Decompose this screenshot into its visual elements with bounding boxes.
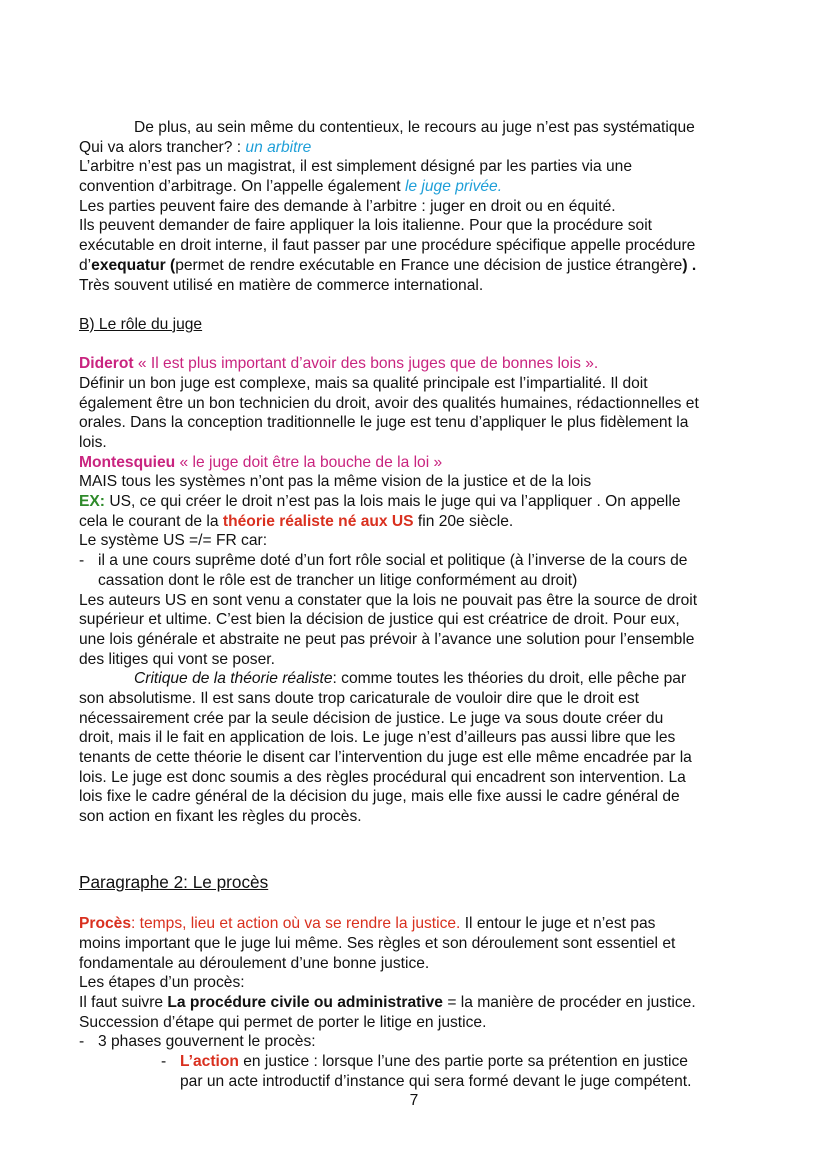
highlight-term: théorie réaliste né aux US <box>222 512 414 530</box>
definition-term: Procès <box>79 915 132 933</box>
list-item <box>79 1032 759 1052</box>
list-bullet: - <box>79 552 85 570</box>
text-span: Les parties peuvent faire des demande à l’arbitre : juger en droit ou en équité. <box>79 197 616 215</box>
highlight-term: le juge privée. <box>404 178 503 196</box>
text-span: ) . <box>682 256 697 274</box>
text-line <box>79 531 759 551</box>
text-line <box>79 954 759 974</box>
text-span: tenants de cette théorie le disent car l’intervention du juge est elle même encadrée par la <box>79 749 692 766</box>
list-item <box>79 551 759 571</box>
text-span: lois. Le juge est donc soumis a des règles procédural qui encadrent son intervention. La <box>79 768 686 786</box>
text-span: supérieur et ultime. C’est bien la décision de justice qui est créatrice de droit. Pour eux, <box>79 611 680 629</box>
text-line <box>79 276 759 296</box>
text-span: Définir un bon juge est complexe, mais sa qualité principale est l’impartialité. Il doit <box>79 374 648 392</box>
text-line <box>79 197 759 217</box>
quote-text: « Il est plus important d’avoir des bons juges que de bonnes lois ». <box>133 355 599 373</box>
text-span: Qui va alors trancher? : <box>79 138 246 156</box>
text-span: convention d’arbitrage. On l’appelle également <box>79 178 405 196</box>
text-line <box>79 973 759 993</box>
text-span: nécessairement crée par la seule décision de justice. Le juge va sous doute créer du <box>79 709 664 727</box>
highlight-term: un arbitre <box>245 138 312 156</box>
text-line <box>79 914 759 934</box>
text-line <box>79 650 759 670</box>
highlight-term: L’action <box>180 1052 239 1070</box>
list-item-continuation <box>79 571 759 591</box>
text-span: une lois générale et abstraite ne peut pas prévoir à l’avance une solution pour l’ensemble <box>79 630 695 648</box>
bold-term: La procédure civile ou administrative <box>167 993 443 1011</box>
text-line <box>79 1013 759 1033</box>
text-line <box>79 236 759 256</box>
text-span: US, ce qui créer le droit n’est pas la lois mais le juge qui va l’appliquer . On appelle <box>105 493 681 511</box>
text-line <box>79 394 759 414</box>
text-line <box>79 993 759 1013</box>
text-span: lois. <box>79 434 107 451</box>
text-line <box>79 807 759 827</box>
text-span: exécutable en droit interne, il faut passer par une procédure spécifique appelle procédure <box>79 237 696 255</box>
text-span: moins important que le juge lui même. Ses règles et son déroulement sont essentiel et <box>79 934 676 952</box>
author-name: Diderot <box>79 355 134 373</box>
text-span: lois fixe le cadre général de la décision du juge, mais elle fixe aussi le cadre général de <box>79 788 680 806</box>
example-label: EX: <box>79 493 105 511</box>
text-span: d’ <box>79 256 92 274</box>
text-line <box>79 374 759 394</box>
document-page <box>79 118 759 1091</box>
section-title: B) Le rôle du juge <box>79 315 203 333</box>
text-line <box>79 433 759 453</box>
sub-list-item-continuation <box>79 1072 759 1092</box>
text-span: : comme toutes les théories du droit, elle pêche par <box>332 670 687 688</box>
text-span: cassation dont le rôle est de trancher un litige conformément au droit) <box>98 571 578 589</box>
text-line <box>79 138 759 158</box>
text-span: Ils peuvent demander de faire appliquer la lois italienne. Pour que la procédure soit <box>79 217 652 235</box>
text-span: permet de rendre exécutable en France une décision de justice étrangère <box>175 256 683 274</box>
text-span: droit, mais il le fait en application de lois. Le juge n’est d’ailleurs pas aussi libre que les <box>79 729 676 747</box>
section-heading <box>79 315 759 335</box>
text-span: Il faut suivre <box>79 993 168 1011</box>
text-span: Il entour le juge et n’est pas <box>460 915 656 933</box>
text-line <box>79 934 759 954</box>
text-span: Les auteurs US en sont venu a constater que la lois ne pouvait pas être la source de droit <box>79 591 698 609</box>
text-line <box>79 472 759 492</box>
text-span: son absolutisme. Il est sans doute trop caricaturale de vouloir dire que le droit est <box>79 689 639 707</box>
bold-term: exequatur ( <box>91 256 176 274</box>
text-span: en justice : lorsque l’une des partie porte sa prétention en justice <box>238 1052 688 1070</box>
text-line <box>79 748 759 768</box>
text-line <box>79 492 759 512</box>
text-span: des litiges qui vont se poser. <box>79 650 275 668</box>
text-line <box>79 689 759 709</box>
text-span: également être un bon technicien du droit, avoir des qualités humaines, rédactionnelles et <box>79 394 699 412</box>
text-line <box>79 256 759 276</box>
quote-line <box>79 354 759 374</box>
text-span: il a une cours suprême doté d’un fort rôle social et politique (à l’inverse de la cours de <box>98 552 688 570</box>
list-bullet: - <box>79 1033 85 1051</box>
text-line <box>79 118 759 138</box>
text-line <box>79 157 759 177</box>
text-line <box>79 216 759 236</box>
text-line <box>79 512 759 532</box>
paragraph-title: Paragraphe 2: Le procès <box>79 872 269 893</box>
text-span: par un acte introductif d’instance qui sera formé devant le juge compétent. <box>180 1072 692 1090</box>
text-span: Le système US =/= FR car: <box>79 532 268 550</box>
author-name: Montesquieu <box>79 453 176 471</box>
text-span: 3 phases gouvernent le procès: <box>98 1033 316 1051</box>
text-span: Succession d’étape qui permet de porter le litige en justice. <box>79 1013 487 1031</box>
text-span: Les étapes d’un procès: <box>79 974 245 992</box>
italic-term: Critique de la théorie réaliste <box>134 670 333 688</box>
paragraph-heading <box>79 870 759 894</box>
text-line <box>79 669 759 689</box>
quote-text: « le juge doit être la bouche de la loi » <box>175 453 443 471</box>
definition-text: : temps, lieu et action où va se rendre la justice. <box>131 915 461 933</box>
text-line <box>79 610 759 630</box>
sub-list-item <box>79 1052 759 1072</box>
text-line <box>79 630 759 650</box>
text-line <box>79 591 759 611</box>
text-span: L’arbitre n’est pas un magistrat, il est simplement désigné par les parties via une <box>79 158 632 176</box>
text-span: Très souvent utilisé en matière de commerce international. <box>79 276 484 294</box>
page-number: 7 <box>409 1092 419 1109</box>
text-span: fin 20e siècle. <box>413 512 514 530</box>
text-line <box>79 413 759 433</box>
text-line <box>79 768 759 788</box>
text-span: MAIS tous les systèmes n’ont pas la même vision de la justice et de la lois <box>79 473 592 491</box>
quote-line <box>79 453 759 473</box>
text-line <box>79 787 759 807</box>
text-line <box>79 709 759 729</box>
text-line <box>79 728 759 748</box>
text-span: De plus, au sein même du contentieux, le recours au juge n’est pas systématique <box>134 119 695 136</box>
text-span: cela le courant de la <box>79 512 223 530</box>
text-span: fondamentale au déroulement d’une bonne justice. <box>79 954 430 972</box>
text-span: son action en fixant les règles du procès. <box>79 808 362 826</box>
list-bullet: - <box>161 1052 167 1070</box>
text-line <box>79 177 759 197</box>
text-span: = la manière de procéder en justice. <box>443 993 696 1011</box>
text-span: orales. Dans la conception traditionnelle le juge est tenu d’appliquer le plus fidèlement la <box>79 414 689 432</box>
